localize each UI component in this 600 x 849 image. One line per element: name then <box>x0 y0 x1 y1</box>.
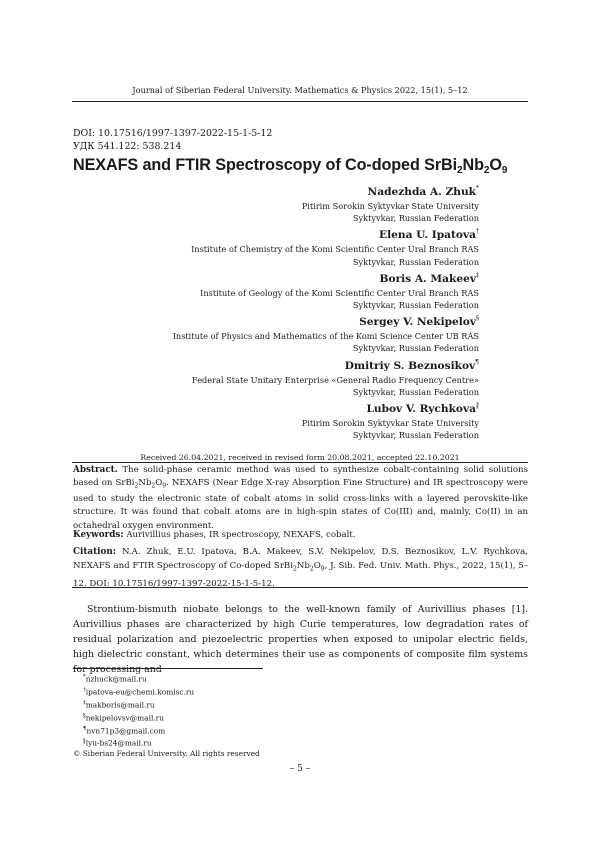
author-location: Syktyvkar, Russian Federation <box>352 343 479 354</box>
author-name: Sergey V. Nekipelov§ <box>359 315 479 329</box>
author-block <box>173 355 479 398</box>
author-name: Dmitriy S. Beznosikov¶ <box>344 358 479 372</box>
abstract-top-rule <box>72 462 528 463</box>
author-block <box>173 224 479 267</box>
author-block <box>173 181 479 224</box>
keywords: Keywords: Aurivillius phases, IR spectroscopy, NEXAFS, cobalt. <box>73 530 356 540</box>
body-paragraph: Strontium-bismuth niobate belongs to the well-known family of Aurivillius phases [1]. Aurivillius phases are characterized by high Curie temperatures, low degradation rates of residual polarization and piezoelectric properties when exposed to unipolar electric fields, high dielectric constant, which determines their use as components of composite film systems for processing and <box>73 604 528 675</box>
received-dates: Received 26.04.2021, received in revised form 20.08.2021, accepted 22.10.2021 <box>140 453 460 462</box>
abstract-label: Abstract. <box>73 465 118 475</box>
author-location: Syktyvkar, Russian Federation <box>352 430 479 441</box>
author-location: Syktyvkar, Russian Federation <box>352 386 479 397</box>
footnote-rule <box>73 668 263 669</box>
author-location: Syktyvkar, Russian Federation <box>352 213 479 224</box>
page-number: – 5 – <box>289 764 311 774</box>
author-affiliation: Institute of Geology of the Komi Scientific Center Ural Branch RAS <box>200 287 479 298</box>
author-name: Nadezhda A. Zhuk* <box>367 185 479 198</box>
keywords-label: Keywords: <box>73 530 124 540</box>
abstract: Abstract. The solid-phase ceramic method was used to synthesize cobalt-containing solid solutions based on $SrBi_2Nb_2O_9$. NEXAFS (Near Edge X-ray Absorption Fine Structure) and IR spectroscopy were used to study the electronic state of cobalt atoms in solid cross-links with a layered perovskite-like structure. It was found that cobalt atoms are in high-spin states of Co(III) and, mainly, Co(II) in an octahedral oxygen environment. <box>73 465 528 531</box>
author-affiliation: Pitirim Sorokin Syktyvkar State University <box>301 201 479 211</box>
author-name: Lubov V. Rychkova‖ <box>366 402 479 416</box>
author-affiliation: Pitirim Sorokin Syktyvkar State University <box>301 418 479 429</box>
copyright: © Siberian Federal University. All rights reserved <box>73 749 260 759</box>
abstract-bottom-rule <box>72 587 528 588</box>
author-list <box>173 181 479 441</box>
author-block <box>173 311 479 354</box>
citation: Citation: N.A. Zhuk, E.U. Ipatova, B.A. Makeev, S.V. Nekipelov, D.S. Beznosikov, L.V. Rychkova, NEXAFS and FTIR Spectroscopy of Co-doped $SrBi_2Nb_2O_9$, J. Sib. Fed. Univ. Math. Phys., 2022, 15(1), 5–12. DOI: 10.17516/1997-1397-2022-15-1-5-12. <box>73 547 529 589</box>
author-location: Syktyvkar, Russian Federation <box>352 300 479 311</box>
doi: DOI: 10.17516/1997-1397-2022-15-1-5-12 <box>73 128 273 139</box>
footnote: ¶nvn71p3@gmail.com <box>83 725 166 735</box>
author-location: Syktyvkar, Russian Federation <box>352 256 479 267</box>
paper-title: NEXAFS and FTIR Spectroscopy of Co-doped $SrBi_2Nb_2O_9$ <box>73 156 508 176</box>
header-rule <box>72 101 528 102</box>
author-name: Elena U. Ipatova† <box>379 228 479 242</box>
footnote: *nzhuck@mail.ru <box>83 674 147 684</box>
footnote: ‖lyu-bs24@mail.ru <box>83 738 152 748</box>
udc: УДК 541.122: 538.214 <box>73 141 182 152</box>
author-affiliation: Federal State Unitary Enterprise «General Radio Frequency Centre» <box>191 374 479 385</box>
author-affiliation: Institute of Chemistry of the Komi Scientific Center Ural Branch RAS <box>191 244 479 255</box>
footnotes <box>73 672 260 760</box>
citation-label: Citation: <box>73 547 117 557</box>
footnote: §nekipelovsv@mail.ru <box>83 712 164 723</box>
footnote: ‡makboris@mail.ru <box>83 699 155 710</box>
author-block <box>173 398 479 441</box>
author-name: Boris A. Makeev‡ <box>379 271 479 285</box>
footnote: †ipatova-eu@chemi.komisc.ru <box>83 686 195 697</box>
author-block <box>173 268 479 311</box>
journal-header: Journal of Siberian Federal University. Mathematics & Physics 2022, 15(1), 5–12 <box>132 85 468 95</box>
author-affiliation: Institute of Physics and Mathematics of the Komi Science Center UB RAS <box>172 331 479 342</box>
